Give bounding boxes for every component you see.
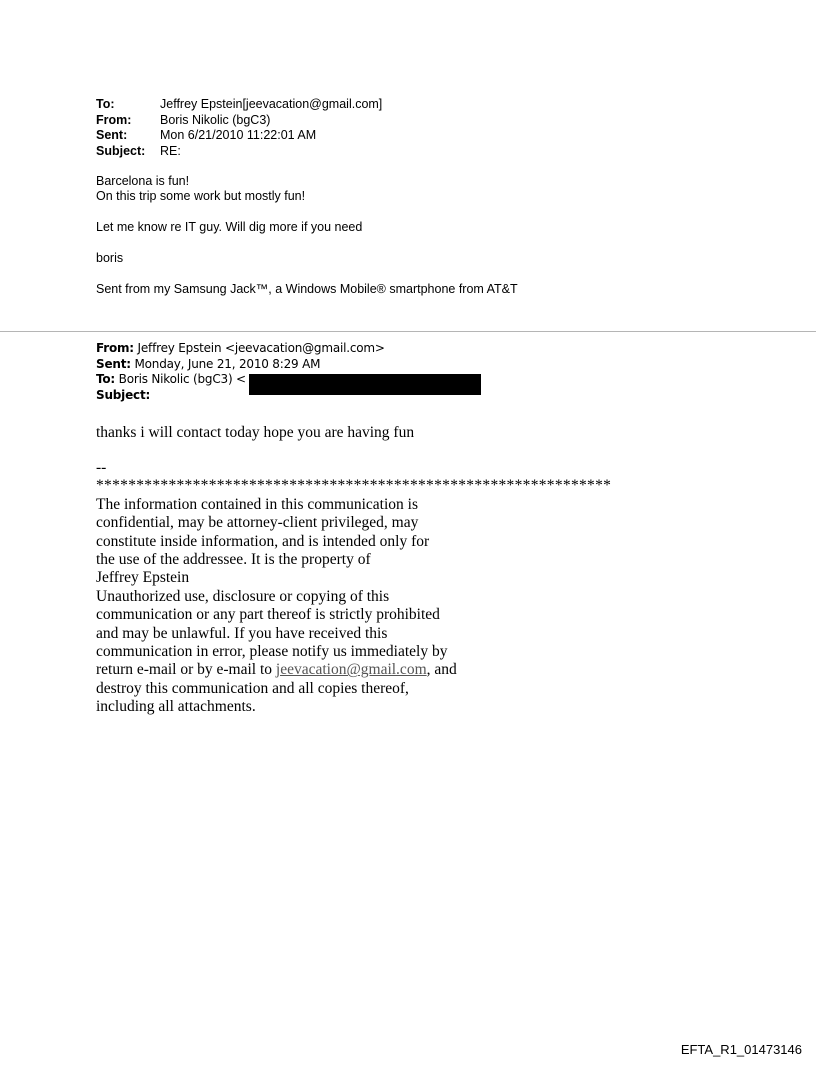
disclaimer-line: The information contained in this communication is [96, 495, 418, 513]
star-separator: **************************************************************** [96, 477, 612, 495]
original-from-row [96, 341, 385, 357]
original-message: thanks i will contact today hope you are having fun [96, 424, 415, 441]
body-line: On this trip some work but mostly fun! [96, 189, 306, 203]
from-label: From: [96, 112, 132, 127]
reply-body-para2: Let me know re IT guy. Will dig more if you need [96, 220, 363, 234]
reply-signature: boris [96, 251, 124, 265]
message-divider [0, 331, 816, 332]
reply-subject-row [96, 144, 382, 160]
sent-from-note: Sent from my Samsung Jack™, a Windows Mobile® smartphone from AT&T [96, 282, 518, 296]
sent-value: Mon 6/21/2010 11:22:01 AM [160, 128, 317, 142]
original-sent-value: Monday, June 21, 2010 8:29 AM [134, 356, 321, 371]
sig-dash: -- [96, 459, 107, 476]
reply-to-row [96, 97, 382, 113]
signature-block [96, 459, 611, 717]
subject-label: Subject: [96, 143, 146, 158]
disclaimer-line: destroy this communication and all copies thereof, [96, 679, 409, 697]
from-value: Boris Nikolic (bgC3) [160, 112, 271, 127]
subject-value: RE: [160, 143, 181, 158]
original-sent-row [96, 357, 385, 373]
original-to-value: Boris Nikolic (bgC3) < [118, 372, 246, 386]
sent-label: Sent: [96, 128, 128, 142]
to-value: Jeffrey Epstein[jeevacation@gmail.com] [160, 97, 383, 111]
original-sent-label: Sent: [96, 356, 131, 371]
disclaimer-line: constitute inside information, and is intended only for [96, 532, 430, 550]
return-text-end: , and [426, 661, 457, 679]
original-subject-label: Subject: [96, 387, 151, 402]
to-label: To: [96, 97, 115, 111]
disclaimer-line: confidential, may be attorney-client privileged, may [96, 514, 419, 532]
disclaimer-line: the use of the addressee. It is the property of [96, 551, 371, 569]
disclaimer-line: communication in error, please notify us immediately by [96, 643, 448, 661]
disclaimer-line: and may be unlawful. If you have received this [96, 624, 388, 642]
bates-number: EFTA_R1_01473146 [680, 1042, 802, 1057]
return-text: return e-mail or by e-mail to [96, 661, 276, 679]
redaction-box [249, 374, 481, 395]
original-to-label: To: [96, 372, 116, 386]
reply-sent-row [96, 128, 382, 144]
original-from-label: From: [96, 341, 134, 355]
disclaimer-line: Jeffrey Epstein [96, 569, 190, 587]
disclaimer-line [96, 661, 611, 679]
reply-header [96, 97, 382, 159]
email-link[interactable]: jeevacation@gmail.com [275, 661, 427, 679]
disclaimer-line: communication or any part thereof is strictly prohibited [96, 606, 440, 624]
original-from-value: Jeffrey Epstein <jeevacation@gmail.com> [137, 341, 385, 355]
body-line: Barcelona is fun! [96, 174, 190, 188]
reply-body-para1 [96, 174, 305, 204]
disclaimer-line: including all attachments. [96, 698, 256, 716]
reply-from-row [96, 113, 382, 129]
disclaimer-line: Unauthorized use, disclosure or copying of this [96, 587, 390, 605]
